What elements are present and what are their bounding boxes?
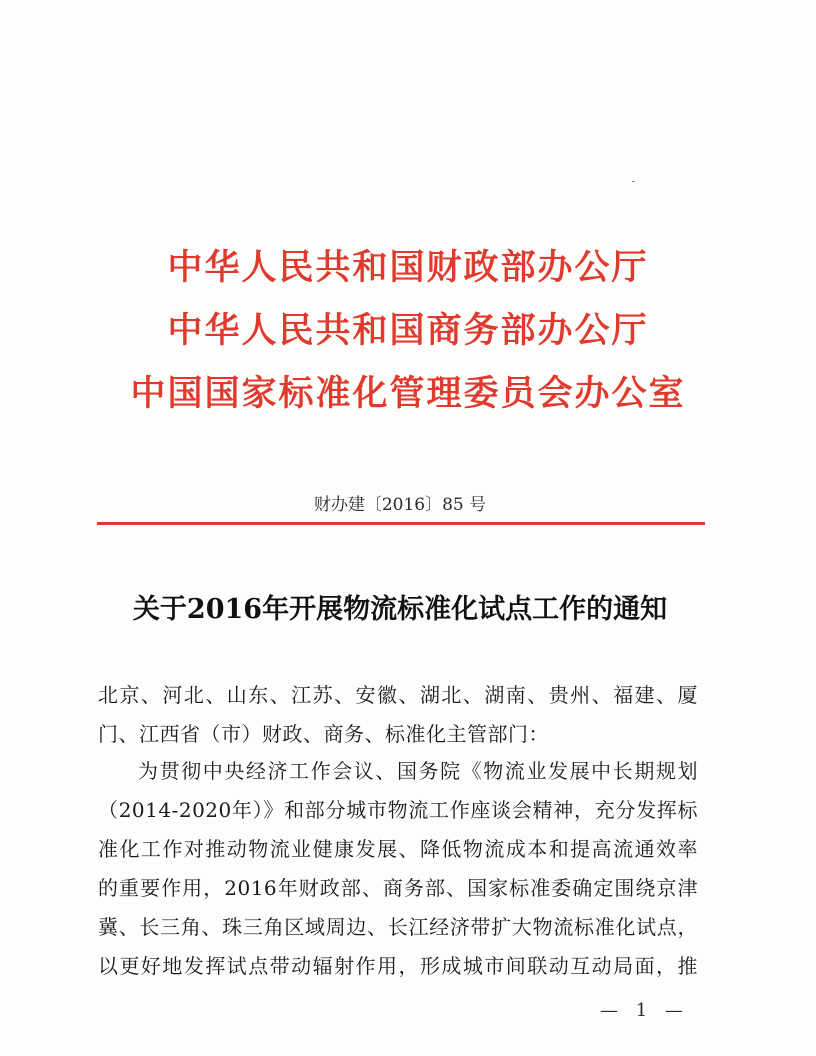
document-number: 财办建〔2016〕85 号: [313, 495, 487, 515]
body-line: 以更好地发挥试点带动辐射作用，形成城市间联动互动局面，推: [98, 954, 698, 978]
issuer-standardization-administration: 中国国家标准化管理委员会办公室: [130, 373, 686, 414]
issuer-ministry-of-finance: 中华人民共和国财政部办公厅: [167, 247, 649, 288]
body-line: 冀、长三角、珠三角区域周边、长江经济带扩大物流标准化试点，: [98, 915, 698, 939]
addressee-line: 门、江西省（市）财政、商务、标准化主管部门：: [98, 722, 549, 746]
addressee-line: 北京、河北、山东、江苏、安徽、湖北、湖南、贵州、福建、厦: [98, 683, 698, 707]
document-title: 关于2016年开展物流标准化试点工作的通知: [132, 594, 668, 625]
page-number: — 1 —: [600, 1000, 689, 1021]
body-line: 的重要作用，2016年财政部、商务部、国家标准委确定围绕京津: [98, 876, 698, 900]
addressee-block: [98, 676, 698, 754]
red-separator-rule: [97, 522, 705, 525]
body-line: （2014-2020年）》和部分城市物流工作座谈会精神，充分发挥标: [98, 798, 698, 822]
body-line: 为贯彻中央经济工作会议、国务院《物流业发展中长期规划: [138, 759, 698, 783]
body-paragraph: [98, 752, 698, 986]
scan-speck: [632, 181, 635, 182]
body-line: 准化工作对推动物流业健康发展、降低物流成本和提高流通效率: [98, 837, 698, 861]
issuer-ministry-of-commerce: 中华人民共和国商务部办公厅: [167, 310, 649, 351]
